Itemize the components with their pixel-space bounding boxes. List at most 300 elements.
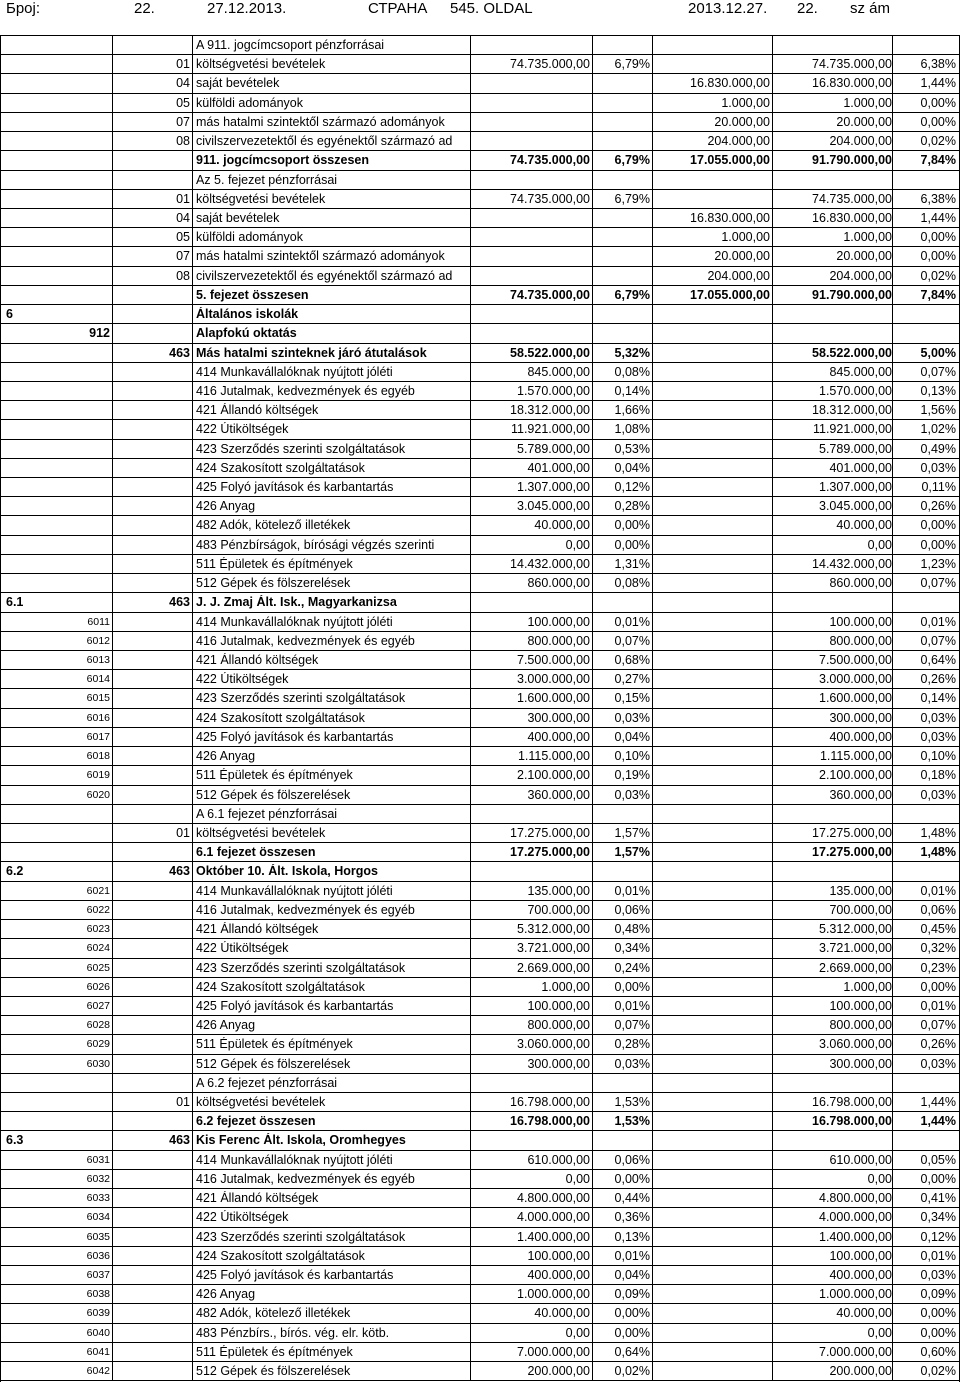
column-divider bbox=[772, 305, 773, 323]
total-percent-cell: 6,38% bbox=[920, 57, 956, 72]
column-divider bbox=[470, 766, 471, 784]
header-date-hu: 2013.12.27. bbox=[688, 0, 768, 17]
own-revenue-cell: 17.055.000,00 bbox=[690, 287, 770, 302]
description-cell: 511 Épületek és építmények bbox=[196, 1344, 353, 1359]
amount-cell: 11.921.000,00 bbox=[510, 422, 590, 437]
column-divider bbox=[470, 786, 471, 804]
column-divider bbox=[652, 882, 653, 900]
column-divider bbox=[592, 1324, 593, 1342]
description-cell: A 911. jogcímcsoport pénzforrásai bbox=[196, 38, 385, 52]
own-revenue-cell: 1.000,00 bbox=[721, 95, 770, 110]
column-divider bbox=[192, 1247, 193, 1265]
amount-percent-cell: 1,53% bbox=[614, 1114, 650, 1129]
column-divider bbox=[470, 1247, 471, 1265]
column-divider bbox=[892, 1247, 893, 1265]
table-row bbox=[0, 978, 960, 997]
column-divider bbox=[470, 593, 471, 611]
column-divider bbox=[772, 94, 773, 112]
column-divider bbox=[470, 882, 471, 900]
column-divider bbox=[652, 959, 653, 977]
description-cell: 416 Jutalmak, kedvezmények és egyéb bbox=[196, 633, 415, 648]
description-cell: Az 5. fejezet pénzforrásai bbox=[196, 172, 338, 187]
column-divider bbox=[470, 516, 471, 534]
column-divider bbox=[112, 1016, 113, 1034]
column-divider bbox=[112, 1189, 113, 1207]
amount-cell: 0,00 bbox=[565, 1171, 590, 1186]
column-divider bbox=[652, 574, 653, 592]
column-divider bbox=[652, 824, 653, 842]
column-divider bbox=[112, 420, 113, 438]
column-divider bbox=[652, 1016, 653, 1034]
total-cell: 300.000,00 bbox=[829, 710, 892, 725]
column-divider bbox=[652, 267, 653, 285]
column-divider bbox=[652, 74, 653, 92]
column-divider bbox=[592, 862, 593, 880]
column-divider bbox=[470, 305, 471, 323]
total-percent-cell: 0,03% bbox=[920, 729, 956, 744]
amount-percent-cell: 0,06% bbox=[614, 902, 650, 917]
column-divider bbox=[192, 786, 193, 804]
column-divider bbox=[592, 247, 593, 265]
total-percent-cell: 5,00% bbox=[920, 345, 956, 360]
table-row bbox=[0, 1362, 960, 1381]
amount-percent-cell: 0,00% bbox=[614, 1325, 650, 1340]
table-row bbox=[0, 324, 960, 343]
column-divider bbox=[592, 689, 593, 707]
column-divider bbox=[192, 1170, 193, 1188]
column-divider bbox=[892, 574, 893, 592]
amount-percent-cell: 0,14% bbox=[614, 383, 650, 398]
total-percent-cell: 0,41% bbox=[920, 1191, 956, 1206]
column-divider bbox=[112, 247, 113, 265]
code-cell: 6034 bbox=[86, 1211, 110, 1224]
total-percent-cell: 0,07% bbox=[920, 576, 956, 591]
own-revenue-cell: 17.055.000,00 bbox=[690, 153, 770, 168]
column-divider bbox=[892, 536, 893, 554]
column-divider bbox=[192, 1189, 193, 1207]
column-divider bbox=[592, 709, 593, 727]
column-divider bbox=[592, 459, 593, 477]
total-cell: 7.000.000,00 bbox=[819, 1344, 892, 1359]
column-divider bbox=[592, 94, 593, 112]
amount-percent-cell: 0,01% bbox=[614, 883, 650, 898]
table-row bbox=[0, 420, 960, 439]
column-divider bbox=[112, 1304, 113, 1322]
table-row bbox=[0, 843, 960, 862]
description-cell: 482 Adók, kötelező illetékek bbox=[196, 1306, 351, 1321]
description-cell: Általános iskolák bbox=[196, 307, 299, 322]
code-cell: 6038 bbox=[86, 1288, 110, 1301]
table-row bbox=[0, 247, 960, 266]
column-divider bbox=[652, 1285, 653, 1303]
table-row bbox=[0, 516, 960, 535]
total-cell: 16.798.000,00 bbox=[812, 1095, 892, 1110]
amount-percent-cell: 0,03% bbox=[614, 710, 650, 725]
class-cell: 07 bbox=[176, 249, 190, 264]
table-row bbox=[0, 1170, 960, 1189]
total-percent-cell: 0,13% bbox=[920, 383, 956, 398]
column-divider bbox=[470, 728, 471, 746]
column-divider bbox=[772, 651, 773, 669]
table-row bbox=[0, 709, 960, 728]
total-cell: 4.800.000,00 bbox=[819, 1191, 892, 1206]
description-cell: 414 Munkavállalóknak nyújtott jóléti bbox=[196, 883, 393, 898]
description-cell: Más hatalmi szinteknek járó átutalások bbox=[196, 345, 427, 360]
column-divider bbox=[192, 478, 193, 496]
column-divider bbox=[592, 939, 593, 957]
column-divider bbox=[892, 151, 893, 169]
column-divider bbox=[470, 286, 471, 304]
class-cell: 463 bbox=[169, 595, 190, 610]
column-divider bbox=[112, 1074, 113, 1092]
column-divider bbox=[112, 805, 113, 823]
amount-cell: 14.432.000,00 bbox=[510, 556, 590, 571]
amount-cell: 74.735.000,00 bbox=[510, 153, 590, 168]
amount-cell: 2.669.000,00 bbox=[517, 960, 590, 975]
description-cell: 425 Folyó javítások és karbantartás bbox=[196, 998, 394, 1013]
description-cell: 482 Adók, kötelező illetékek bbox=[196, 518, 351, 533]
total-cell: 1.400.000,00 bbox=[819, 1229, 892, 1244]
description-cell: Alapfokú oktatás bbox=[196, 326, 297, 341]
column-divider bbox=[772, 1151, 773, 1169]
description-cell: 512 Gépek és fölszerelések bbox=[196, 576, 351, 591]
amount-percent-cell: 1,57% bbox=[614, 845, 650, 860]
amount-percent-cell: 0,02% bbox=[614, 1364, 650, 1379]
total-percent-cell: 1,44% bbox=[920, 76, 956, 91]
description-cell: 424 Szakosított szolgáltatások bbox=[196, 460, 365, 475]
description-cell: 423 Szerződés szerinti szolgáltatások bbox=[196, 441, 406, 456]
total-cell: 360.000,00 bbox=[829, 787, 892, 802]
column-divider bbox=[470, 709, 471, 727]
total-percent-cell: 0,26% bbox=[920, 1037, 956, 1052]
column-divider bbox=[652, 1131, 653, 1149]
column-divider bbox=[652, 939, 653, 957]
column-divider bbox=[892, 766, 893, 784]
column-divider bbox=[192, 132, 193, 150]
total-cell: 17.275.000,00 bbox=[812, 845, 892, 860]
code-cell: 6041 bbox=[86, 1345, 110, 1358]
column-divider bbox=[112, 305, 113, 323]
table-row bbox=[0, 459, 960, 478]
code-cell: 6024 bbox=[86, 942, 110, 955]
column-divider bbox=[192, 651, 193, 669]
total-percent-cell: 0,03% bbox=[920, 787, 956, 802]
description-cell: más hatalmi szintektől származó adományok bbox=[196, 114, 445, 129]
column-divider bbox=[652, 286, 653, 304]
column-divider bbox=[652, 1247, 653, 1265]
total-cell: 0,00 bbox=[867, 1325, 892, 1340]
column-divider bbox=[772, 1131, 773, 1149]
total-cell: 200.000,00 bbox=[829, 1364, 892, 1379]
amount-cell: 2.100.000,00 bbox=[517, 768, 590, 783]
column-divider bbox=[470, 555, 471, 573]
column-divider bbox=[772, 1362, 773, 1380]
column-divider bbox=[192, 228, 193, 246]
column-divider bbox=[592, 478, 593, 496]
column-divider bbox=[652, 766, 653, 784]
column-divider bbox=[192, 843, 193, 861]
total-cell: 1.000,00 bbox=[843, 230, 892, 245]
total-percent-cell: 0,23% bbox=[920, 960, 956, 975]
column-divider bbox=[192, 1343, 193, 1361]
column-divider bbox=[772, 920, 773, 938]
column-divider bbox=[470, 113, 471, 131]
column-divider bbox=[772, 959, 773, 977]
column-divider bbox=[192, 882, 193, 900]
column-divider bbox=[112, 401, 113, 419]
total-cell: 1.000.000,00 bbox=[819, 1287, 892, 1302]
total-cell: 1.600.000,00 bbox=[819, 691, 892, 706]
column-divider bbox=[112, 862, 113, 880]
column-divider bbox=[470, 1285, 471, 1303]
column-divider bbox=[112, 728, 113, 746]
column-divider bbox=[192, 747, 193, 765]
description-cell: 512 Gépek és fölszerelések bbox=[196, 1056, 351, 1071]
column-divider bbox=[592, 36, 593, 54]
column-divider bbox=[772, 709, 773, 727]
amount-percent-cell: 1,31% bbox=[614, 556, 650, 571]
column-divider bbox=[772, 689, 773, 707]
column-divider bbox=[892, 228, 893, 246]
column-divider bbox=[112, 613, 113, 631]
column-divider bbox=[772, 786, 773, 804]
table-row bbox=[0, 824, 960, 843]
column-divider bbox=[892, 805, 893, 823]
code-cell: 6028 bbox=[86, 1019, 110, 1032]
column-divider bbox=[892, 786, 893, 804]
column-divider bbox=[652, 305, 653, 323]
column-divider bbox=[592, 228, 593, 246]
column-divider bbox=[592, 555, 593, 573]
total-cell: 1.570.000,00 bbox=[819, 383, 892, 398]
total-percent-cell: 0,12% bbox=[920, 1229, 956, 1244]
table-row bbox=[0, 862, 960, 881]
amount-percent-cell: 0,68% bbox=[614, 653, 650, 667]
column-divider bbox=[592, 786, 593, 804]
description-cell: 425 Folyó javítások és karbantartás bbox=[196, 480, 394, 495]
amount-cell: 400.000,00 bbox=[527, 729, 590, 744]
own-revenue-cell: 16.830.000,00 bbox=[690, 210, 770, 225]
column-divider bbox=[192, 824, 193, 842]
column-divider bbox=[112, 1285, 113, 1303]
column-divider bbox=[470, 247, 471, 265]
column-divider bbox=[592, 113, 593, 131]
column-divider bbox=[470, 478, 471, 496]
code-cell: 6040 bbox=[86, 1326, 110, 1339]
column-divider bbox=[652, 1170, 653, 1188]
column-divider bbox=[592, 613, 593, 631]
description-cell: 421 Állandó költségek bbox=[196, 403, 319, 418]
total-cell: 1.307.000,00 bbox=[819, 480, 892, 495]
column-divider bbox=[592, 1151, 593, 1169]
column-divider bbox=[192, 286, 193, 304]
column-divider bbox=[892, 132, 893, 150]
column-divider bbox=[112, 939, 113, 957]
total-percent-cell: 0,14% bbox=[920, 691, 956, 706]
column-divider bbox=[772, 478, 773, 496]
column-divider bbox=[892, 55, 893, 73]
column-divider bbox=[592, 401, 593, 419]
column-divider bbox=[112, 228, 113, 246]
total-percent-cell: 0,00% bbox=[920, 95, 956, 110]
amount-percent-cell: 6,79% bbox=[614, 287, 650, 302]
table-row bbox=[0, 1208, 960, 1227]
total-cell: 1.000,00 bbox=[843, 95, 892, 110]
column-divider bbox=[892, 440, 893, 458]
column-divider bbox=[470, 228, 471, 246]
amount-cell: 860.000,00 bbox=[527, 576, 590, 591]
amount-percent-cell: 0,04% bbox=[614, 729, 650, 744]
column-divider bbox=[892, 728, 893, 746]
column-divider bbox=[892, 209, 893, 227]
column-divider bbox=[112, 190, 113, 208]
description-cell: más hatalmi szintektől származó adományok bbox=[196, 249, 445, 264]
amount-cell: 845.000,00 bbox=[527, 364, 590, 379]
column-divider bbox=[592, 766, 593, 784]
column-divider bbox=[470, 401, 471, 419]
table-row bbox=[0, 1266, 960, 1285]
column-divider bbox=[470, 901, 471, 919]
total-percent-cell: 6,38% bbox=[920, 191, 956, 206]
description-cell: 426 Anyag bbox=[196, 1287, 256, 1302]
column-divider bbox=[112, 786, 113, 804]
description-cell: 416 Jutalmak, kedvezmények és egyéb bbox=[196, 1171, 415, 1186]
column-divider bbox=[652, 901, 653, 919]
column-divider bbox=[892, 36, 893, 54]
column-divider bbox=[192, 978, 193, 996]
column-divider bbox=[892, 1304, 893, 1322]
header-number-hu: 22. bbox=[797, 0, 818, 17]
column-divider bbox=[892, 1343, 893, 1361]
column-divider bbox=[470, 670, 471, 688]
column-divider bbox=[192, 805, 193, 823]
class-cell: 463 bbox=[169, 1133, 190, 1148]
header-strana: СТРАНА bbox=[368, 0, 428, 17]
table-row bbox=[0, 305, 960, 324]
column-divider bbox=[112, 1247, 113, 1265]
total-percent-cell: 0,00% bbox=[920, 979, 956, 994]
amount-cell: 100.000,00 bbox=[527, 614, 590, 629]
column-divider bbox=[652, 228, 653, 246]
column-divider bbox=[892, 459, 893, 477]
column-divider bbox=[652, 805, 653, 823]
column-divider bbox=[652, 536, 653, 554]
table-row bbox=[0, 382, 960, 401]
total-cell: 1.115.000,00 bbox=[819, 749, 892, 764]
total-percent-cell: 0,03% bbox=[920, 710, 956, 725]
code-cell: 6039 bbox=[86, 1307, 110, 1320]
column-divider bbox=[892, 824, 893, 842]
column-divider bbox=[470, 843, 471, 861]
total-cell: 16.830.000,00 bbox=[812, 210, 892, 225]
description-cell: 416 Jutalmak, kedvezmények és egyéb bbox=[196, 902, 415, 917]
table-row bbox=[0, 574, 960, 593]
column-divider bbox=[112, 113, 113, 131]
column-divider bbox=[892, 901, 893, 919]
total-percent-cell: 0,01% bbox=[920, 614, 956, 629]
column-divider bbox=[652, 1228, 653, 1246]
column-divider bbox=[192, 1208, 193, 1226]
column-divider bbox=[772, 247, 773, 265]
column-divider bbox=[772, 132, 773, 150]
column-divider bbox=[192, 1151, 193, 1169]
code-cell: 6011 bbox=[87, 615, 110, 628]
description-cell: 424 Szakosított szolgáltatások bbox=[196, 979, 365, 994]
code-cell: 6042 bbox=[86, 1365, 110, 1378]
column-divider bbox=[592, 420, 593, 438]
amount-percent-cell: 0,24% bbox=[614, 960, 650, 975]
code-cell: 6013 bbox=[86, 654, 110, 666]
column-divider bbox=[772, 1304, 773, 1322]
amount-cell: 74.735.000,00 bbox=[510, 191, 590, 206]
total-cell: 17.275.000,00 bbox=[812, 825, 892, 840]
description-cell: 511 Épületek és építmények bbox=[196, 768, 353, 783]
column-divider bbox=[652, 747, 653, 765]
column-divider bbox=[112, 959, 113, 977]
column-divider bbox=[772, 997, 773, 1015]
amount-cell: 40.000,00 bbox=[534, 518, 590, 533]
column-divider bbox=[892, 1208, 893, 1226]
column-divider bbox=[592, 209, 593, 227]
amount-percent-cell: 0,28% bbox=[614, 1037, 650, 1052]
amount-cell: 135.000,00 bbox=[527, 883, 590, 898]
class-cell: 01 bbox=[176, 57, 190, 72]
column-divider bbox=[772, 1189, 773, 1207]
column-divider bbox=[652, 324, 653, 342]
column-divider bbox=[772, 862, 773, 880]
column-divider bbox=[652, 1343, 653, 1361]
table-row bbox=[0, 1035, 960, 1054]
total-percent-cell: 1,02% bbox=[920, 422, 956, 437]
column-divider bbox=[652, 94, 653, 112]
total-cell: 74.735.000,00 bbox=[812, 57, 892, 72]
amount-percent-cell: 0,01% bbox=[614, 614, 650, 629]
column-divider bbox=[592, 747, 593, 765]
amount-percent-cell: 0,01% bbox=[614, 998, 650, 1013]
column-divider bbox=[470, 36, 471, 54]
amount-percent-cell: 0,00% bbox=[614, 518, 650, 533]
total-percent-cell: 1,44% bbox=[920, 210, 956, 225]
column-divider bbox=[192, 1266, 193, 1284]
description-cell: 6.2 fejezet összesen bbox=[196, 1114, 316, 1129]
table-row bbox=[0, 478, 960, 497]
column-divider bbox=[772, 1016, 773, 1034]
table-row bbox=[0, 786, 960, 805]
amount-cell: 74.735.000,00 bbox=[510, 57, 590, 72]
column-divider bbox=[772, 1266, 773, 1284]
column-divider bbox=[192, 920, 193, 938]
column-divider bbox=[892, 324, 893, 342]
amount-percent-cell: 6,79% bbox=[614, 191, 650, 206]
total-percent-cell: 0,01% bbox=[920, 1248, 956, 1263]
column-divider bbox=[772, 1285, 773, 1303]
own-revenue-cell: 204.000,00 bbox=[707, 134, 770, 149]
column-divider bbox=[112, 286, 113, 304]
total-cell: 3.060.000,00 bbox=[819, 1037, 892, 1052]
code-cell: 6030 bbox=[86, 1057, 110, 1070]
class-cell: 04 bbox=[176, 210, 190, 225]
column-divider bbox=[112, 132, 113, 150]
column-divider bbox=[192, 94, 193, 112]
column-divider bbox=[592, 286, 593, 304]
table-row bbox=[0, 440, 960, 459]
amount-cell: 4.000.000,00 bbox=[517, 1210, 590, 1225]
column-divider bbox=[592, 901, 593, 919]
column-divider bbox=[192, 344, 193, 362]
column-divider bbox=[592, 843, 593, 861]
column-divider bbox=[592, 728, 593, 746]
column-divider bbox=[892, 920, 893, 938]
